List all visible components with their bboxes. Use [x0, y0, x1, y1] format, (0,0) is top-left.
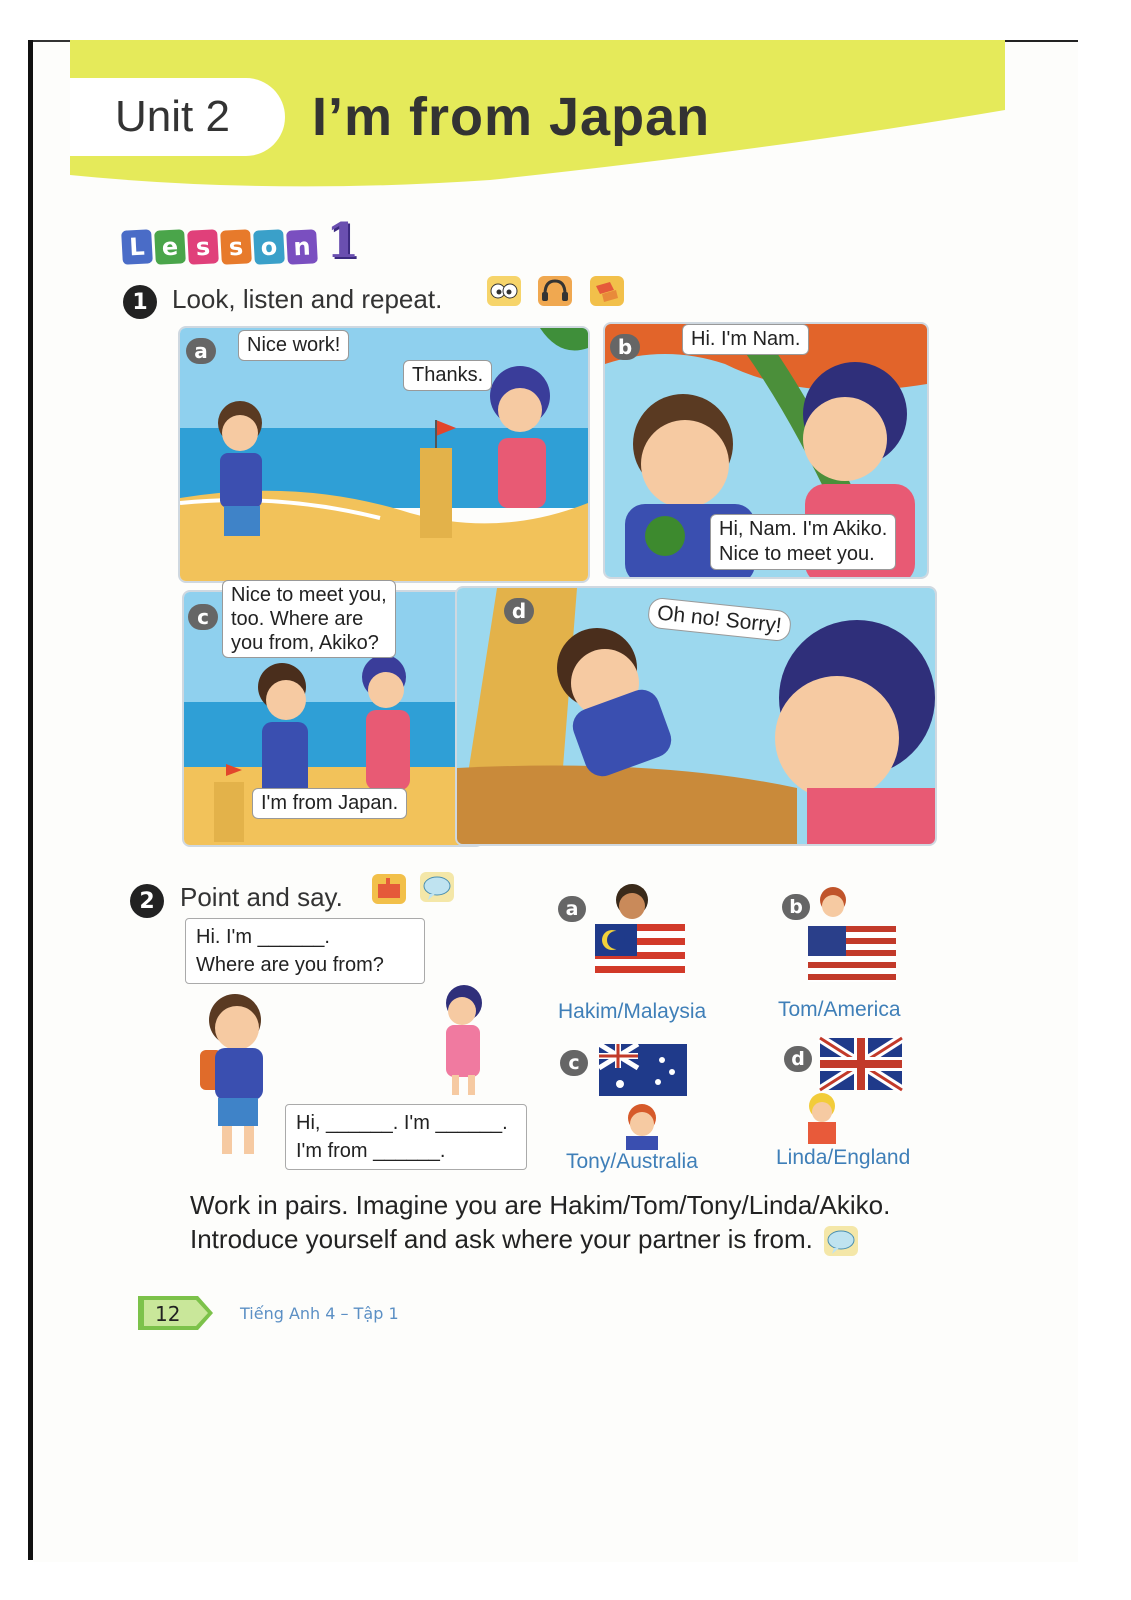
speech-bubble: [710, 514, 896, 570]
speech-bubble: Thanks.: [403, 360, 492, 391]
malaysia-flag-illustration: [590, 882, 690, 992]
usa-flag-illustration: [805, 884, 900, 994]
speech-repeat-icon: [590, 276, 624, 306]
person-caption: Tony/Australia: [566, 1150, 698, 1173]
panel-letter-a: a: [186, 338, 216, 364]
book-title: Tiếng Anh 4 – Tập 1: [240, 1304, 399, 1323]
lesson-letter: o: [253, 229, 285, 265]
speech-bubble: I'm from Japan.: [252, 788, 407, 819]
lesson-heading: [122, 213, 360, 269]
speech-bubble-icon: [420, 872, 454, 902]
reply-line: Hi, ______. I'm ______.: [296, 1112, 508, 1134]
section-1-number: 1: [123, 285, 157, 319]
speech-bubble: Hi. I'm Nam.: [682, 324, 809, 355]
lesson-letter: s: [187, 229, 219, 265]
lesson-letter: L: [121, 229, 153, 265]
prompt-box: [185, 918, 425, 984]
reply-box: [285, 1104, 527, 1170]
person-caption: Tom/America: [778, 998, 901, 1021]
person-letter-d: d: [784, 1046, 812, 1072]
page-number: 12: [155, 1302, 181, 1326]
section-1-title: Look, listen and repeat.: [172, 284, 443, 314]
person-letter-a: a: [558, 896, 586, 922]
lesson-letter: s: [220, 229, 252, 265]
boy-illustration: [190, 990, 300, 1160]
bubble-line: Hi, Nam. I'm Akiko.: [719, 518, 888, 540]
comic-panel-a: [178, 326, 590, 583]
section-2-number: 2: [130, 884, 164, 918]
girl-illustration: [428, 985, 498, 1100]
unit-label: Unit 2: [115, 92, 230, 141]
speech-bubble: Oh no! Sorry!: [647, 597, 792, 643]
page-edge-left: [28, 40, 33, 1560]
person-caption: Hakim/Malaysia: [558, 1000, 707, 1023]
instruction-line: [190, 1222, 970, 1256]
section-2-title: Point and say.: [180, 882, 343, 912]
lesson-letter: n: [286, 229, 318, 265]
lesson-letter: e: [154, 229, 186, 265]
bubble-line: Nice to meet you,: [231, 584, 387, 606]
speech-bubble: Nice work!: [238, 330, 349, 361]
person-caption: Linda/England: [776, 1146, 911, 1169]
pair-work-instruction: [190, 1188, 970, 1256]
uk-flag-illustration: [800, 1036, 905, 1146]
eyes-icon: [487, 276, 521, 306]
unit-title: I’m from Japan: [312, 87, 711, 147]
panel-letter-c: c: [188, 604, 218, 630]
bubble-line: Nice to meet you.: [719, 543, 875, 565]
instruction-text: Introduce yourself and ask where your partner is from.: [190, 1224, 813, 1254]
pointing-hand-icon: [372, 874, 406, 904]
speech-bubble-icon: [824, 1226, 858, 1256]
headphones-icon: [538, 276, 572, 306]
person-letter-b: b: [782, 894, 810, 920]
reply-line: I'm from ______.: [296, 1140, 446, 1162]
bubble-line: you from, Akiko?: [231, 632, 379, 654]
australia-flag-illustration: [596, 1040, 691, 1150]
prompt-line: Hi. I'm ______.: [196, 926, 330, 948]
speech-bubble: [222, 580, 396, 658]
bubble-line: too. Where are: [231, 608, 364, 630]
panel-letter-d: d: [504, 598, 534, 624]
panel-letter-b: b: [610, 334, 640, 360]
instruction-line: Work in pairs. Imagine you are Hakim/Tom/Tony/Linda/Akiko.: [190, 1190, 891, 1220]
prompt-line: Where are you from?: [196, 954, 384, 976]
person-letter-c: c: [560, 1050, 588, 1076]
lesson-number: 1: [326, 213, 360, 269]
